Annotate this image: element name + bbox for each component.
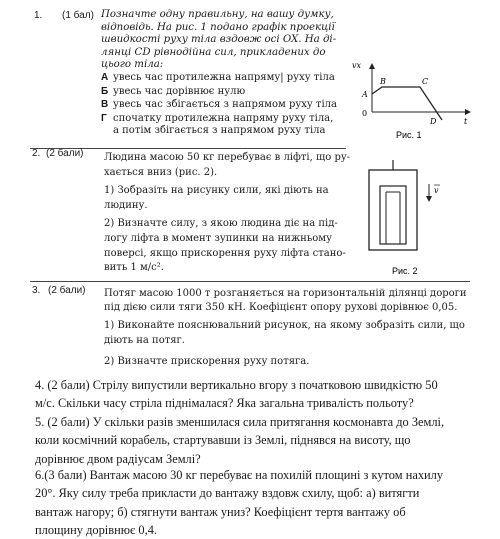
- figure-1-caption: Рис. 1: [396, 130, 422, 140]
- q5-line: дорівнює двом радіусам Землі?: [35, 451, 201, 466]
- q3-line: 1) Виконайте пояснювальний рисунок, на якому зобразіть сили, що: [104, 320, 465, 332]
- q6-line: вантаж нагору; б) стягнути вантаж униз? Коефіцієнт тертя вантажу об: [35, 504, 406, 519]
- q2-line: логу ліфта в момент зупинки на нижньому: [104, 232, 332, 244]
- q2-text: [104, 151, 356, 276]
- q2-line: 2) Визначте силу, з якою людина діє на під-: [104, 218, 338, 230]
- axis-y-label: vx: [352, 61, 362, 70]
- velocity-label: v: [434, 186, 439, 195]
- q1-points: (1 бал): [62, 10, 94, 21]
- q1-number: 1.: [34, 10, 43, 21]
- q1-options: [101, 72, 371, 137]
- velocity-line: [372, 87, 442, 120]
- point-a-label: A: [362, 90, 368, 99]
- q3-line: 2) Визначте прискорення руху потяга.: [104, 355, 310, 367]
- point-c-label: C: [422, 77, 429, 86]
- q1-line: швидкості руху тіла вздовж осі OX. На ді-: [101, 34, 337, 46]
- q4-line: 4. (2 бали) Стрілу випустили вертикально вгору з початковою швидкістю 50: [35, 378, 438, 392]
- option-d[interactable]: Г спочатку протилежна напряму руху тіла, а потім збігається з напрямом руху тіла: [101, 112, 334, 136]
- q2-number: 2.: [32, 148, 41, 159]
- point-b-label: B: [380, 77, 386, 86]
- q1-line: цього тіла:: [101, 59, 164, 71]
- q3-line: Потяг масою 1000 т розганяється на горизонтальній ділянці дороги: [104, 288, 467, 299]
- q1-line: лянці CD рівнодійна сил, прикладених до: [101, 46, 326, 58]
- option-c[interactable]: В увесь час збігається з напрямом руху тіла: [101, 99, 337, 111]
- q5-line: коли космічний корабель, стартувавши із Землі, піднявся на висоту, що: [35, 433, 411, 448]
- q6-text: [35, 466, 495, 539]
- q6-line: площину дорівнює 0,4.: [35, 522, 157, 537]
- q2-line: Людина масою 50 кг перебуває в ліфті, що ру-: [104, 152, 351, 163]
- q2-line: хається вниз (рис. 2).: [104, 166, 218, 178]
- figure-2-caption: Рис. 2: [392, 266, 418, 276]
- q6-line: 20°. Яку силу треба прикласти до вантажу вздовж схилу, щоб: а) витягти: [35, 486, 420, 501]
- q5-line: 5. (2 бали) У скільки разів зменшилася сила притягання космонавта до Землі,: [35, 415, 445, 429]
- q1-line: Позначте одну правильну, на вашу думку,: [101, 9, 334, 20]
- q6-line: 6.(3 бали) Вантаж масою 30 кг перебуває на похилій площині з кутом нахилу: [35, 468, 444, 482]
- divider: [30, 281, 470, 282]
- q2-line: поверсі, якщо прискорення руху ліфта стано-: [104, 247, 346, 259]
- figure-2-lift: [366, 160, 476, 290]
- q1-text: [101, 9, 363, 72]
- q3-text: [104, 287, 474, 369]
- q2-points: (2 бали): [46, 148, 84, 159]
- lift-door: [380, 186, 406, 244]
- lift-cabin: [369, 170, 417, 250]
- q4-line: м/с. Скільки часу стріла піднімалася? Яка загальна тривалість польоту?: [35, 396, 414, 411]
- option-a[interactable]: А увесь час протилежна напряму| руху тіла: [101, 72, 335, 83]
- q3-points: (2 бали): [48, 285, 86, 296]
- origin-label: 0: [362, 109, 368, 118]
- q3-number: 3.: [32, 285, 41, 296]
- q1-line: відповідь. На рис. 1 подано графік проекції: [101, 21, 335, 33]
- point-d-label: D: [430, 117, 437, 126]
- q3-line: діють на потяг.: [104, 334, 185, 346]
- q3-line: під дією сили тяги 350 кН. Коефіцієнт опору руховi дорівнює 0,05.: [104, 302, 458, 314]
- q5-text: [35, 413, 495, 468]
- q2-line: вить 1 м/с².: [104, 262, 164, 274]
- figure-1-velocity-graph: [338, 54, 478, 154]
- q2-line: 1) Зобразіть на рисунку сили, які діють на: [104, 185, 329, 197]
- q4-text: [35, 376, 495, 413]
- axis-x-label: t: [464, 117, 468, 126]
- q2-line: людину.: [104, 199, 148, 211]
- option-b[interactable]: Б увесь час дорівнює нулю: [101, 85, 246, 97]
